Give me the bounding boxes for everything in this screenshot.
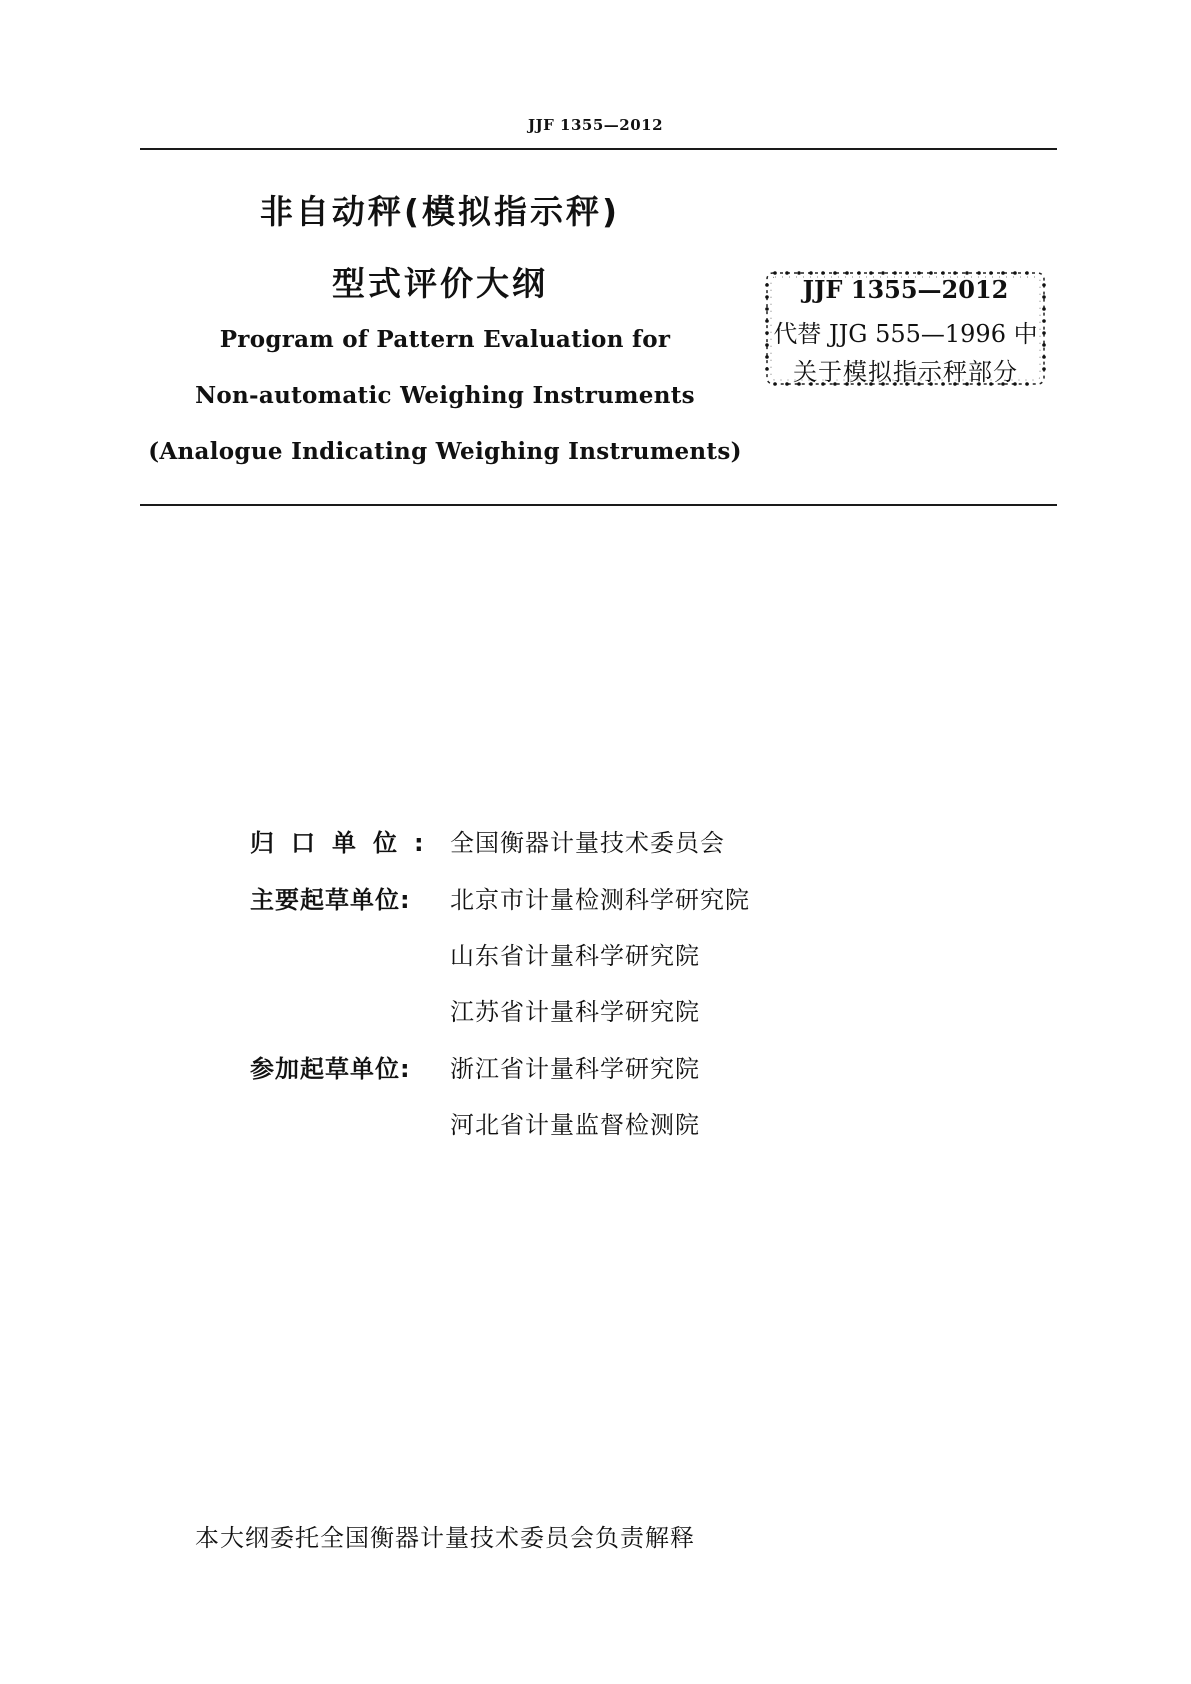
participating-drafting-units-label: 参加起草单位: xyxy=(250,1055,411,1083)
participating-drafting-unit: 河北省计量监督检测院 xyxy=(450,1111,700,1139)
border-ornament-dot xyxy=(1042,307,1046,311)
interpretation-note: 本大纲委托全国衡器计量技术委员会负责解释 xyxy=(195,1524,695,1552)
title-english-line-1: Program of Pattern Evaluation for xyxy=(219,326,671,353)
main-drafting-unit: 北京市计量检测科学研究院 xyxy=(450,886,750,914)
border-ornament-dot xyxy=(765,307,769,311)
bottom-rule xyxy=(140,504,1057,506)
header-standard-code: JJF 1355—2012 xyxy=(527,116,664,134)
main-drafting-unit: 山东省计量科学研究院 xyxy=(450,942,700,970)
top-rule xyxy=(140,148,1057,150)
replacement-box-code: JJF 1355—2012 xyxy=(802,275,1009,304)
main-drafting-unit: 江苏省计量科学研究院 xyxy=(450,998,700,1026)
replacement-notice-box xyxy=(761,267,1050,390)
participating-drafting-unit: 浙江省计量科学研究院 xyxy=(450,1055,700,1083)
title-english-line-3: (Analogue Indicating Weighing Instruments) xyxy=(148,438,742,465)
title-chinese-line-1: 非自动秤(模拟指示秤) xyxy=(259,192,621,231)
responsible-unit-label: 归口单位: xyxy=(250,829,441,857)
title-chinese-line-2: 型式评价大纲 xyxy=(332,264,548,303)
replacement-box-scope: 关于模拟指示秤部分 xyxy=(793,358,1018,386)
title-english-line-2: Non-automatic Weighing Instruments xyxy=(195,382,695,409)
replacement-box-replaces: 代替 JJG 555—1996 中 xyxy=(773,320,1038,348)
main-drafting-units-label: 主要起草单位: xyxy=(250,886,411,914)
responsible-unit-value: 全国衡器计量技术委员会 xyxy=(450,829,725,857)
